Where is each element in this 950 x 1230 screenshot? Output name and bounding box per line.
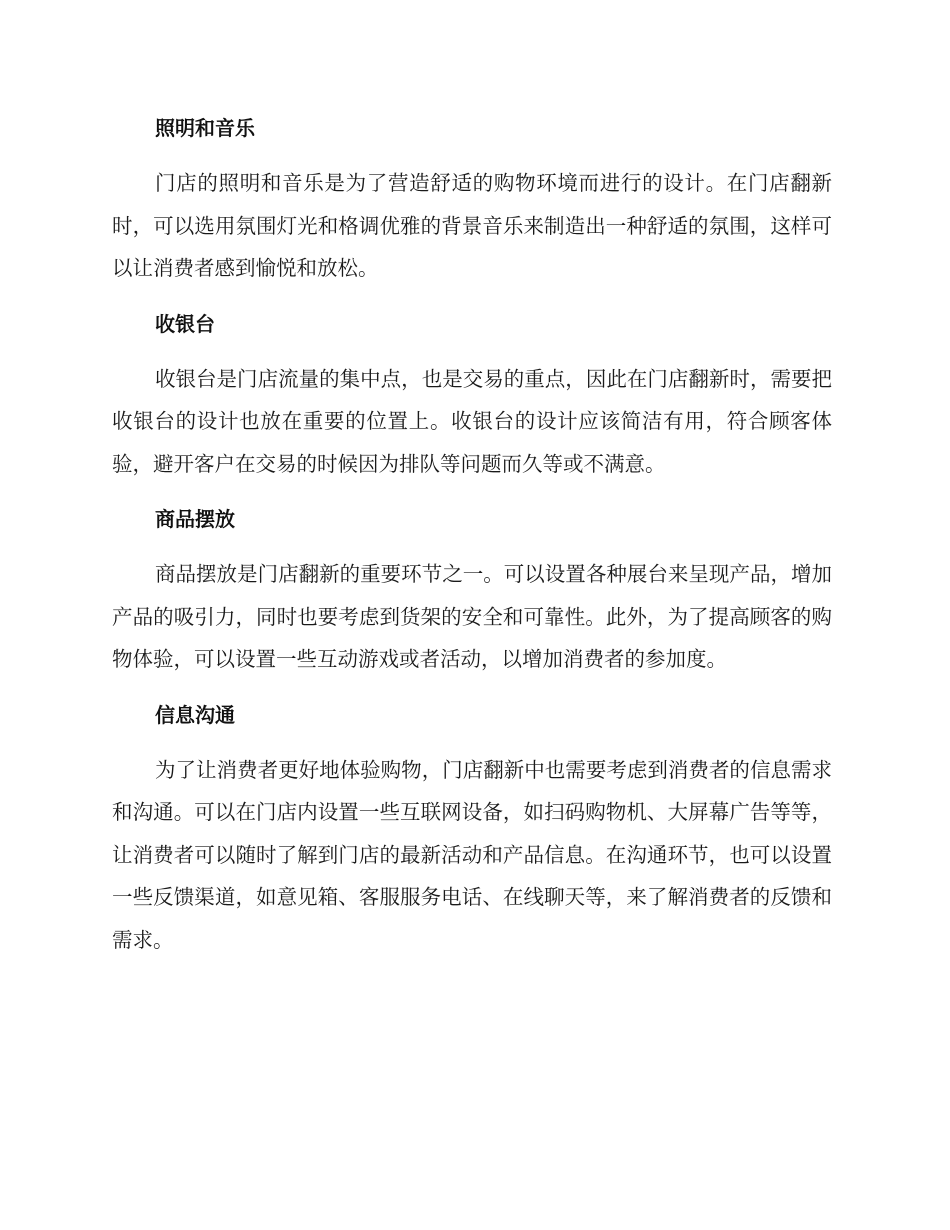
section-paragraph: 收银台是门店流量的集中点，也是交易的重点，因此在门店翻新时，需要把收银台的设计也放在重要的位置上。收银台的设计应该简洁有用，符合顾客体验，避开客户在交易的时候因为排队等问题而久等或不满意。 [112, 366, 832, 476]
section-paragraph: 门店的照明和音乐是为了营造舒适的购物环境而进行的设计。在门店翻新时，可以选用氛围灯光和格调优雅的背景音乐来制造出一种舒适的氛围，这样可以让消费者感到愉悦和放松。 [112, 171, 832, 280]
section-information-communication [112, 695, 832, 962]
section-lighting-music [112, 108, 832, 290]
section-paragraph: 商品摆放是门店翻新的重要环节之一。可以设置各种展台来呈现产品，增加产品的吸引力，同时也要考虑到货架的安全和可靠性。此外，为了提高顾客的购物体验，可以设置一些互动游戏或者活动，以增加消费者的参加度。 [112, 562, 832, 671]
section-heading: 商品摆放 [155, 507, 235, 531]
section-heading: 收银台 [155, 311, 215, 336]
section-heading: 信息沟通 [155, 702, 235, 727]
section-heading: 照明和音乐 [155, 116, 255, 140]
section-checkout-counter [112, 304, 832, 486]
section-product-display [112, 499, 832, 681]
document-body [112, 108, 832, 975]
section-paragraph: 为了让消费者更好地体验购物，门店翻新中也需要考虑到消费者的信息需求和沟通。可以在门店内设置一些互联网设备，如扫码购物机、大屏幕广告等等，让消费者可以随时了解到门店的最新活动和产品信息。在沟通环节，也可以设置一些反馈渠道，如意见箱、客服服务电话、在线聊天等，来了解消费者的反馈和需求。 [112, 757, 832, 952]
